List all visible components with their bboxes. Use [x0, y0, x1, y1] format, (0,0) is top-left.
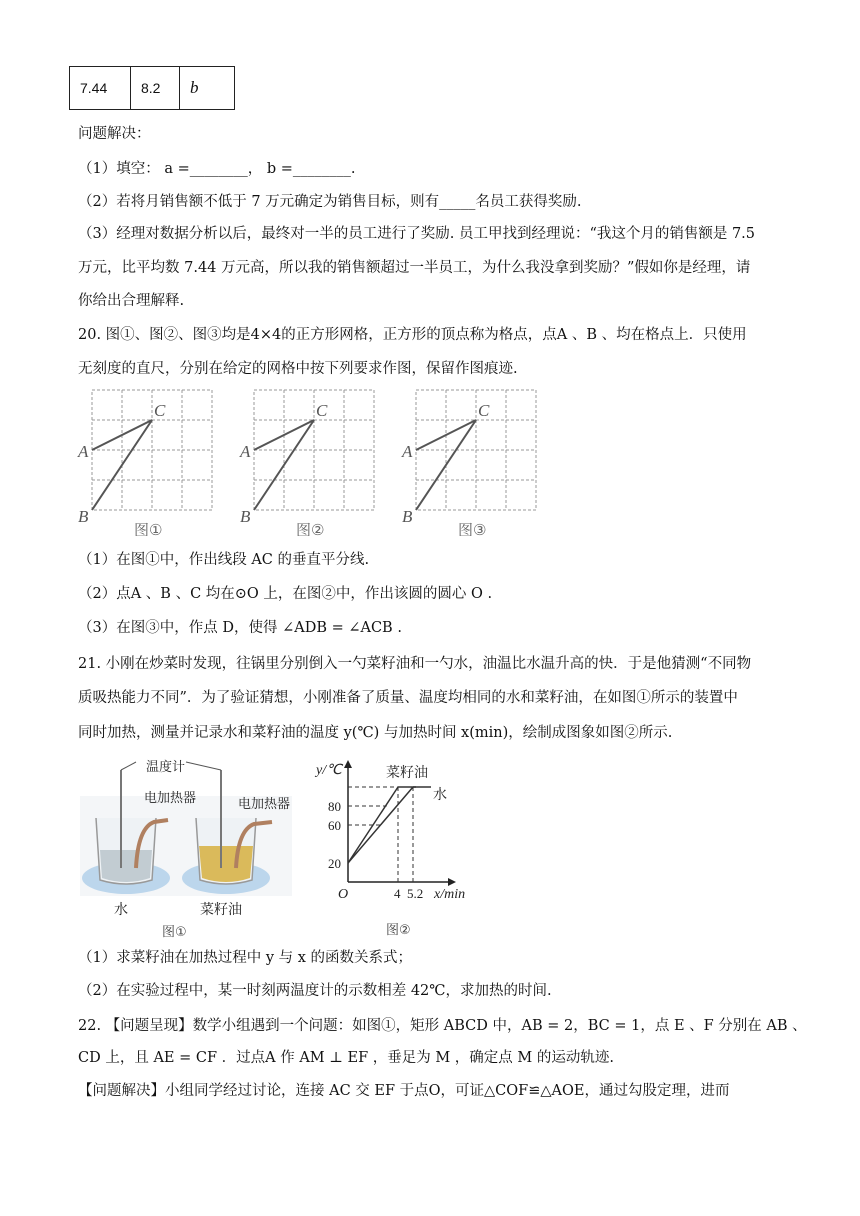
q19-part3-line2: 万元，比平均数 7.44 万元高，所以我的销售额超过一半员工，为什么我没拿到奖励？”假如你是经理，请	[78, 260, 751, 276]
point-b-label: B	[402, 507, 413, 526]
grid-figure-2	[239, 390, 374, 536]
figure-caption: 图①	[162, 925, 187, 938]
series-label: 菜籽油	[386, 765, 428, 781]
q19-part3-line3: 你给出合理解释.	[78, 293, 185, 309]
q20-line2: 无刻度的直尺，分别在给定的网格中按下列要求作图，保留作图痕迹.	[78, 361, 518, 377]
point-a-label: A	[78, 442, 89, 461]
q21-sub1: （1）求菜籽油在加热过程中 y 与 x 的函数关系式；	[78, 950, 413, 966]
y-tick-label: 20	[328, 856, 341, 871]
oil-liquid	[199, 846, 253, 882]
x-tick-label: 5.2	[407, 886, 424, 901]
grid-figure-3	[401, 390, 536, 536]
y-axis-label: y/℃	[316, 763, 342, 778]
x-tick-label: 4	[394, 886, 401, 901]
point-b-label: B	[240, 507, 251, 526]
y-tick-label: 80	[328, 799, 341, 814]
water-liquid	[100, 850, 152, 882]
x-axis-label: x/min	[434, 887, 466, 902]
q21-line2: 质吸热能力不同”．为了验证猜想，小刚准备了质量、温度均相同的水和菜籽油，在如图①所示的装置中	[78, 690, 738, 706]
figure-caption: 图③	[458, 521, 487, 536]
q20-sub2: （2）点A 、B 、C 均在⊙O 上，在图②中，作出该圆的圆心 O .	[78, 586, 493, 602]
q22-line1: 22. 【问题呈现】数学小组遇到一个问题：如图①，矩形 ABCD 中，AB = 2，BC = 1，点 E 、F 分别在 AB 、	[78, 1018, 807, 1034]
q21-line3: 同时加热，测量并记录水和菜籽油的温度 y(℃) 与加热时间 x(min)，绘制成图象如图②所示.	[78, 725, 673, 741]
q21-sub2: （2）在实验过程中，某一时刻两温度计的示数相差 42℃，求加热的时间.	[78, 983, 552, 999]
q19-heading: 问题解决：	[78, 126, 151, 142]
q20-line1: 20. 图①、图②、图③均是4×4的正方形网格，正方形的顶点称为格点，点A 、B 、均在格点上．只使用	[78, 327, 747, 343]
grid-figure-1	[77, 390, 212, 536]
figure-caption: 图①	[134, 521, 163, 536]
table-cell: 7.44	[70, 67, 131, 110]
thermometer-label: 温度计	[146, 759, 186, 775]
origin-label: O	[338, 887, 349, 902]
x-axis-arrow	[448, 878, 456, 886]
data-table	[69, 66, 235, 110]
q19-blank-b: b =________.	[266, 161, 356, 177]
point-a-label: A	[240, 442, 251, 461]
point-c-label: C	[154, 401, 166, 420]
water-label: 水	[114, 902, 128, 918]
figure-caption: 图②	[296, 521, 325, 536]
q19-blank-a: a =________，	[164, 161, 263, 177]
thermometer-pointer	[121, 762, 136, 770]
heater-label-2: 电加热器	[238, 797, 291, 812]
q22-line2: CD 上，且 AE = CF ．过点A 作 AM ⊥ EF ，垂足为 M ，确定点 M 的运动轨迹.	[78, 1050, 614, 1066]
oil-label: 菜籽油	[200, 902, 242, 918]
temperature-chart	[312, 758, 482, 938]
chart-caption: 图②	[386, 923, 411, 938]
q19-part1-label: （1）填空：	[78, 161, 160, 177]
point-b-label: B	[78, 507, 89, 526]
grid-figures	[76, 386, 596, 536]
q19-part2: （2）若将月销售额不低于 7 万元确定为销售目标，则有_____名员工获得奖励.	[78, 194, 582, 210]
table-cell: 8.2	[131, 67, 180, 110]
point-a-label: A	[402, 442, 413, 461]
q22-line3: 【问题解决】小组同学经过讨论，连接 AC 交 EF 于点O，可证△COF≌△AOE，通过勾股定理，进而	[78, 1083, 730, 1099]
point-c-label: C	[316, 401, 328, 420]
table-row	[70, 67, 235, 110]
q19-part1	[78, 157, 356, 178]
q19-part3-line1: （3）经理对数据分析以后，最终对一半的员工进行了奖励. 员工甲找到经理说：“我这个月的销售额是 7.5	[78, 226, 756, 242]
heater-label-1: 电加热器	[144, 791, 197, 806]
q21-line1: 21. 小刚在炒菜时发现，往锅里分别倒入一勺菜籽油和一勺水，油温比水温升高的快．于是他猜测“不同物	[78, 656, 752, 672]
point-c-label: C	[478, 401, 490, 420]
q20-sub3: （3）在图③中，作点 D，使得 ∠ADB = ∠ACB .	[78, 620, 402, 636]
y-tick-label: 60	[328, 818, 341, 833]
series-label: 水	[433, 787, 447, 803]
experiment-figure	[76, 758, 302, 938]
q20-sub1: （1）在图①中，作出线段 AC 的垂直平分线.	[78, 552, 370, 568]
thermometer-pointer	[186, 762, 221, 770]
table-cell: b	[180, 67, 235, 110]
y-axis-arrow	[344, 760, 352, 768]
